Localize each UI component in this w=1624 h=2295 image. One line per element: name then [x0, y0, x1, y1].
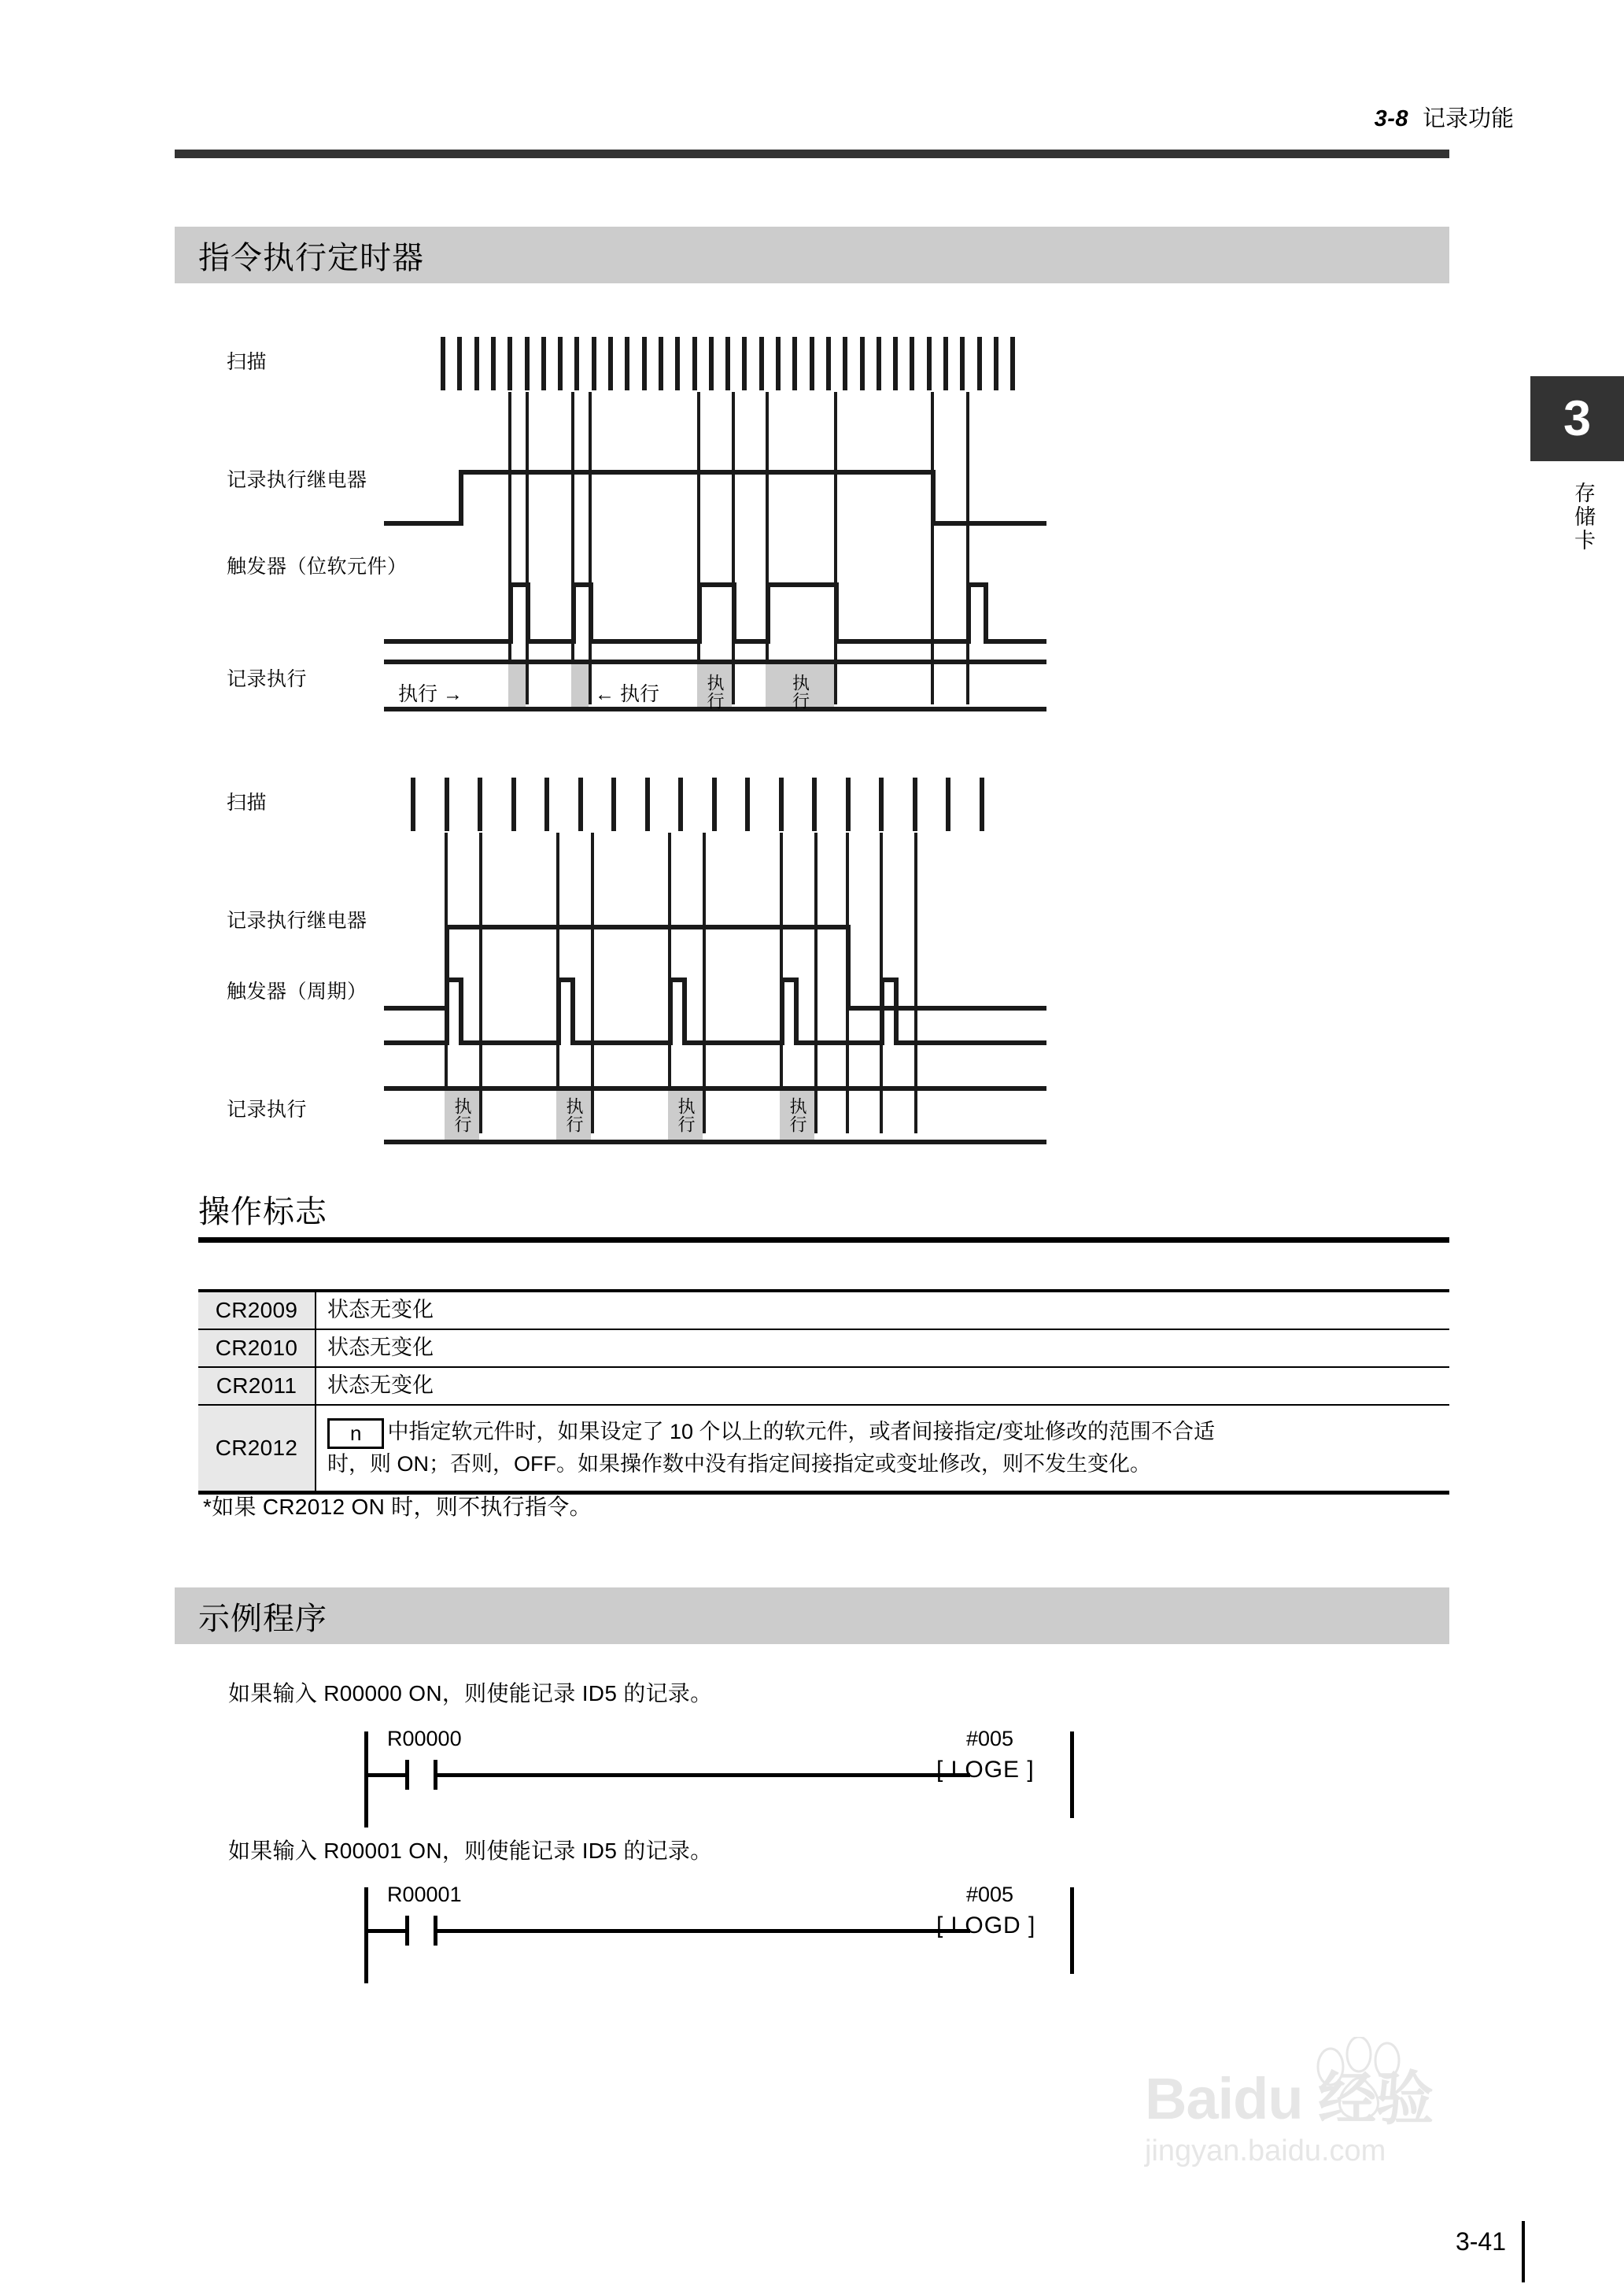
scan-tick: [574, 337, 579, 390]
page-number: 3-41: [1455, 2227, 1506, 2256]
relay-falling-edge: [931, 470, 936, 526]
trigger-falling-edge: [794, 978, 799, 1045]
ladder-contact-label: R00000: [387, 1727, 462, 1750]
section-heading-flags-text: 操作标志: [198, 1195, 327, 1229]
trigger-rising-edge: [571, 582, 576, 644]
flag-desc-line2: 时，则 ON；否则，OFF。如果操作数中没有指定间接指定或变址修改，则不发生变化。: [327, 1452, 1151, 1476]
flag-code: CR2011: [198, 1367, 316, 1405]
scan-tick: [525, 337, 530, 390]
scan-tick: [1010, 337, 1015, 390]
trigger-rising-edge: [668, 978, 673, 1045]
trigger-high: [966, 582, 984, 587]
scan-tick: [608, 337, 613, 390]
relay-rising-edge: [459, 470, 463, 526]
diagram2-label-relay: 记录执行继电器: [227, 910, 367, 932]
trigger-rising-edge: [556, 978, 561, 1045]
flag-code: CR2010: [198, 1329, 316, 1367]
flag-desc-cr2012: [316, 1405, 1449, 1493]
exec-block: [508, 664, 526, 707]
flag-desc: 状态无变化: [316, 1291, 1449, 1329]
scan-tick: [943, 337, 948, 390]
diagram1-label-trigger: 触发器（位软元件）: [227, 556, 408, 578]
example-1-description: 如果输入 R00000 ON，则使能记录 ID5 的记录。: [228, 1681, 713, 1706]
trigger-falling-edge: [682, 978, 687, 1045]
scan-boundary-line: [526, 392, 529, 704]
ladder-rung-left: [364, 1773, 408, 1777]
trigger-falling-edge: [732, 582, 736, 644]
ladder-instruction-text: LOGE: [950, 1757, 1021, 1783]
trigger-high: [766, 582, 834, 587]
flag-desc-line1: 中指定软元件时，如果设定了 10 个以上的软元件，或者间接指定/变址修改的范围不合适: [387, 1419, 1216, 1443]
section-band-timer-text: 指令执行定时器: [198, 240, 424, 275]
scan-tick: [910, 337, 914, 390]
paw-icon: [1302, 2037, 1420, 2123]
watermark-url: jingyan.baidu.com: [1145, 2134, 1386, 2168]
scan-tick: [709, 337, 714, 390]
ladder-left-rail: [364, 1731, 368, 1828]
trigger-low: [894, 1040, 1046, 1045]
relay-low-end: [846, 1006, 1046, 1011]
exec-band-top: [384, 1086, 1046, 1091]
trigger-high: [445, 978, 459, 982]
flag-desc: 状态无变化: [316, 1367, 1449, 1405]
scan-tick: [745, 778, 750, 831]
trigger-falling-edge: [894, 978, 899, 1045]
diagram2-label-exec: 记录执行: [227, 1099, 308, 1121]
trigger-rising-edge: [966, 582, 971, 644]
scan-boundary-line: [589, 392, 592, 704]
trigger-low: [589, 639, 697, 644]
scan-tick: [659, 337, 663, 390]
diagram1-label-exec: 记录执行: [227, 668, 308, 690]
ladder-right-rail: [1070, 1887, 1074, 1974]
example-2-description: 如果输入 R00001 ON，则使能记录 ID5 的记录。: [228, 1839, 713, 1863]
trigger-falling-edge: [984, 582, 988, 644]
scan-tick: [558, 337, 563, 390]
exec-block-label: 执行: [564, 1097, 584, 1133]
relay-low-start: [384, 1006, 445, 1011]
running-header: [1375, 101, 1514, 133]
flag-table-footnote: *如果 CR2012 ON 时，则不执行指令。: [203, 1495, 592, 1519]
scan-tick: [776, 337, 781, 390]
exec-block-label: 执行: [705, 674, 725, 710]
trigger-falling-edge: [459, 978, 463, 1045]
ladder-coil-instruction: [ LOGE ]: [936, 1757, 1035, 1783]
table-row: [198, 1329, 1449, 1367]
exec-block-label: 执行: [452, 1097, 472, 1133]
table-row: [198, 1367, 1449, 1405]
header-section-title: 记录功能: [1422, 106, 1514, 131]
scan-tick: [678, 778, 683, 831]
ladder-left-rail: [364, 1887, 368, 1983]
trigger-rising-edge: [780, 978, 784, 1045]
trigger-rising-edge: [766, 582, 770, 644]
page-number-rule: [1522, 2221, 1525, 2282]
exec-block-label: 执行: [676, 1097, 696, 1133]
scan-tick: [625, 337, 629, 390]
scan-boundary-line: [508, 392, 511, 704]
trigger-rising-edge: [880, 978, 884, 1045]
scan-tick: [445, 778, 449, 831]
scan-tick: [792, 337, 797, 390]
ladder-coil-param: #005: [966, 1883, 1014, 1906]
trigger-low: [384, 1040, 445, 1045]
ladder-contact-label: R00001: [387, 1883, 462, 1906]
exec-block: [571, 664, 589, 707]
trigger-rising-edge: [697, 582, 702, 644]
scan-tick: [474, 337, 479, 390]
scan-tick: [946, 778, 950, 831]
scan-tick: [846, 778, 851, 831]
trigger-low: [526, 639, 571, 644]
trigger-falling-edge: [834, 582, 839, 644]
diagram1-exec-arrow-left: 执行 →: [398, 683, 463, 705]
watermark-brand: Baidu 经验: [1145, 2066, 1434, 2131]
scan-tick: [611, 778, 616, 831]
trigger-low: [459, 1040, 556, 1045]
scan-tick: [578, 778, 583, 831]
relay-falling-edge: [846, 925, 851, 1011]
scan-tick: [927, 337, 932, 390]
scan-tick: [812, 778, 817, 831]
trigger-high: [880, 978, 894, 982]
scan-tick: [541, 337, 546, 390]
scan-tick: [879, 778, 884, 831]
chapter-tab-label: 存储卡: [1571, 482, 1595, 552]
table-row: [198, 1291, 1449, 1329]
trigger-low: [834, 639, 966, 644]
ladder-right-rail: [1070, 1731, 1074, 1818]
scan-tick: [742, 337, 747, 390]
scan-tick: [511, 778, 516, 831]
scan-boundary-line: [766, 392, 769, 704]
scan-boundary-line: [571, 392, 574, 704]
flag-desc: 状态无变化: [316, 1329, 1449, 1367]
trigger-high: [668, 978, 682, 982]
diagram1-label-scan: 扫描: [227, 351, 268, 373]
scan-tick: [645, 778, 650, 831]
trigger-high: [697, 582, 732, 587]
trigger-falling-edge: [526, 582, 530, 644]
diagram2-label-scan: 扫描: [227, 792, 268, 814]
ladder-contact-bar-left: [405, 1916, 409, 1946]
scan-tick: [893, 337, 898, 390]
scan-tick: [725, 337, 730, 390]
trigger-rising-edge: [445, 978, 449, 1045]
trigger-high: [556, 978, 570, 982]
diagram1-exec-arrow-right: ← 执行: [595, 683, 659, 705]
ladder-coil-param: #005: [966, 1727, 1014, 1750]
scan-tick: [960, 337, 965, 390]
scan-boundary-line: [966, 392, 969, 704]
scan-tick: [675, 337, 680, 390]
scan-tick: [457, 337, 462, 390]
scan-tick: [642, 337, 647, 390]
scan-tick: [478, 778, 482, 831]
scan-tick: [810, 337, 814, 390]
chapter-tab-number: 3: [1530, 376, 1624, 461]
relay-high: [459, 470, 931, 475]
exec-block-label: 执行: [788, 1097, 807, 1133]
trigger-low: [984, 639, 1046, 644]
trigger-low: [732, 639, 766, 644]
trigger-low: [794, 1040, 880, 1045]
scan-tick: [843, 337, 847, 390]
flag-code: CR2012: [198, 1405, 316, 1493]
scan-boundary-line: [697, 392, 700, 704]
scan-tick: [759, 337, 764, 390]
section-band-timer: [175, 227, 1449, 283]
operand-box-n: n: [327, 1418, 384, 1449]
ladder-rung-left: [364, 1929, 408, 1933]
section-band-example: [175, 1587, 1449, 1644]
operation-flag-table: [198, 1289, 1449, 1495]
scan-tick: [913, 778, 917, 831]
watermark: [1145, 2066, 1515, 2168]
ladder-instruction-text: LOGD: [950, 1913, 1021, 1938]
trigger-falling-edge: [589, 582, 593, 644]
trigger-high: [508, 582, 526, 587]
scan-tick: [491, 337, 496, 390]
table-row: [198, 1405, 1449, 1493]
flag-code: CR2009: [198, 1291, 316, 1329]
trigger-low: [682, 1040, 780, 1045]
ladder-rung-main: [435, 1773, 970, 1777]
header-rule: [175, 150, 1449, 158]
relay-low-end: [931, 521, 1046, 526]
diagram1-label-relay: 记录执行继电器: [227, 469, 367, 491]
ladder-contact-bar-left: [405, 1760, 409, 1790]
scan-tick: [779, 778, 784, 831]
exec-block-label: 执行: [790, 674, 810, 710]
scan-tick: [994, 337, 998, 390]
scan-tick: [977, 337, 982, 390]
section-heading-flags: [198, 1187, 327, 1232]
trigger-low: [570, 1040, 668, 1045]
scan-boundary-line: [931, 392, 934, 704]
scan-tick: [877, 337, 881, 390]
section-heading-flags-rule: [198, 1237, 1449, 1243]
scan-tick: [712, 778, 717, 831]
diagram2-label-trigger: 触发器（周期）: [227, 981, 367, 1003]
relay-low-start: [384, 521, 459, 526]
scan-tick: [592, 337, 596, 390]
exec-band-bottom: [384, 1140, 1046, 1144]
trigger-falling-edge: [570, 978, 575, 1045]
header-section-number: 3-8: [1374, 106, 1408, 131]
trigger-rising-edge: [508, 582, 513, 644]
scan-boundary-line: [732, 392, 735, 704]
scan-tick: [507, 337, 512, 390]
scan-tick: [544, 778, 549, 831]
trigger-low: [384, 639, 508, 644]
scan-tick: [441, 337, 445, 390]
scan-tick: [860, 337, 865, 390]
trigger-high: [571, 582, 589, 587]
scan-tick: [692, 337, 697, 390]
ladder-rung-main: [435, 1929, 970, 1933]
scan-boundary-line: [834, 392, 837, 704]
scan-tick: [411, 778, 415, 831]
trigger-high: [780, 978, 794, 982]
ladder-coil-instruction: [ LOGD ]: [936, 1913, 1036, 1938]
scan-tick: [980, 778, 984, 831]
relay-high: [445, 925, 846, 929]
scan-tick: [826, 337, 831, 390]
section-band-example-text: 示例程序: [198, 1601, 327, 1636]
